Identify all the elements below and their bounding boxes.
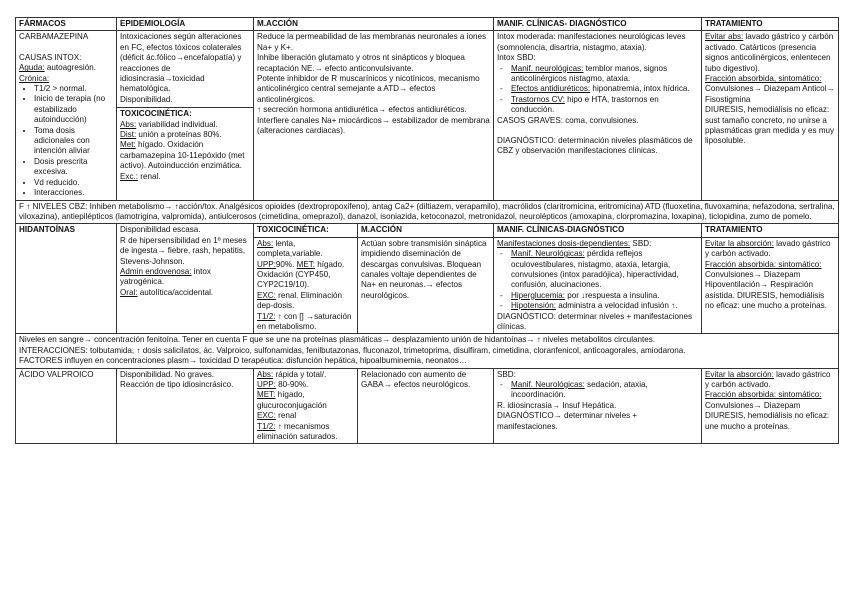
- tox-abs-text: lenta, completa,variable.: [257, 238, 323, 259]
- epi-text: Intoxicaciones según alteraciones en FC, efectos tóxicos colaterales (déficit ác.fólico→encefalopatía) y reacciones de idiosincrasia→toxicidad hematológica.: [120, 32, 242, 94]
- tox-exc-text: renal: [275, 411, 297, 421]
- clin-item-text: sedación, ataxia, incoordinación.: [511, 380, 648, 400]
- tx-fraction-label: Fracción absorbida: sintomático:: [705, 390, 822, 400]
- tx-fraction-label: Fracción absorbida, sintomático:: [705, 74, 822, 84]
- tox-abs-label: Abs:: [257, 238, 274, 248]
- clin-item-text: hipo e HTA, trastornos en conducción.: [511, 94, 659, 115]
- tox-exc-label: Exc.:: [120, 171, 138, 181]
- list-item: [511, 291, 698, 301]
- treatment-cell: [702, 224, 839, 334]
- tox-exc-text: renal. Eliminación dep-dosis.: [257, 290, 343, 311]
- carbamazepine-table: [15, 17, 839, 224]
- tx-avoid-label: Evitar la absorción:: [705, 369, 774, 379]
- carbamazepine-row: [16, 31, 839, 200]
- acute-label: Aguda:: [19, 63, 45, 73]
- treatment-cell: [702, 31, 839, 200]
- tox-abs-label: Abs:: [120, 119, 137, 129]
- epidemiology-cell: Disponibilidad. No graves. Reacción de tipo idiosincrásico.: [117, 368, 254, 444]
- cbz-interactions: F ↑ NIVELES CBZ: Inhiben metabolismo→ ↑acción/tox. Analgésicos opioides (dextropropoxifeno), antag Ca2+ (diltiazem, verapamilo), macrólidos (claritromicina, eritromicina) ATD (fluoxetina, fluvoxamina, nefazodona, sertralina, viloxazina), antiepilépticos (lamotrigina, valpromida), antiulcerosos (cimetidina, omeprazol), danazol, isoniazida, ketoconazol, metronidazol, neurolépticos (amoxapina, clorpromazina, loxapina), ticlopidina, zumo de pomelo.: [16, 200, 839, 224]
- moa-line: Interfiere canales Na+ miocárdicos→ estabilizador de membrana (alteraciones cardiacas).: [257, 115, 490, 136]
- treatment-cell: [702, 368, 839, 444]
- acute-text: autoagresión.: [44, 63, 96, 73]
- moa-line: ↑ secreción hormona antidiurética→ efectos antidiuréticos.: [257, 105, 467, 115]
- header-row: [16, 18, 839, 31]
- epidemiology-cell: [117, 31, 254, 200]
- clin-intro-label: Manifestaciones dosis-dependientes:: [497, 238, 631, 248]
- clin-diagnosis: DIAGNÓSTICO: determinar niveles + manifestaciones clínicas.: [497, 311, 692, 331]
- toxicokinetics-title: TOXICOCINÉTICA:: [254, 224, 357, 237]
- clin-sbd: Intox SBD:: [497, 53, 536, 63]
- treatment-title: TRATAMIENTO: [702, 224, 838, 237]
- moa-text: Actúan sobre transmisión sináptica impidiendo diseminación de descargas convulsivas. Bloquean canales voltaje dependientes de Na+ en neuronas.→ efectos neurológicos.: [361, 238, 487, 300]
- tox-met-label: MET:: [257, 390, 276, 400]
- tox-upp-text: 80-90%.: [275, 380, 309, 389]
- clin-severe: CASOS GRAVES: coma, convulsiones.: [497, 115, 639, 125]
- tox-exc-label: EXC:: [257, 411, 276, 421]
- toxicokinetics-cell: [254, 224, 358, 334]
- clin-sbd: SBD:: [497, 369, 516, 379]
- tox-met-text: hígado. Oxidación (CYP450, CYP2C19/10).: [257, 259, 345, 290]
- epi-iv-label: Admin endovenosa:: [120, 266, 192, 276]
- tox-dist-label: Dist:: [120, 130, 137, 140]
- clin-item-label: Manif. Neurológicas:: [511, 380, 585, 389]
- clin-item-label: Manif. Neurológicas:: [511, 249, 585, 259]
- tox-t12-label: T1/2:: [257, 311, 276, 321]
- clin-list: [497, 249, 698, 311]
- drug-name: HIDANTOÍNAS: [19, 225, 76, 235]
- header-treatment: TRATAMIENTO: [702, 18, 839, 31]
- clin-item-label: Hipotensión:: [511, 301, 556, 311]
- clin-item-text: temblor manos, signos anticolinérgicos nistagmo, ataxia.: [511, 63, 668, 84]
- clinical-cell: [494, 368, 702, 444]
- moa-line: Potente inhibidor de R muscarínicos y nicotínicos, mecanismo anticolinérgico central semejante a ATD→ efectos anticolinérgicos.: [257, 74, 480, 104]
- clinical-title: MANIF. CLÍNICAS-DIAGNÓSTICO: [494, 224, 701, 237]
- clinical-cell: [494, 224, 702, 334]
- tx-fraction-text: Convulsiones→ Diazepam Hipoventilación→ Respiración asistida. DIURESIS, hemodiálisis no eficaz: une mucho a proteínas.: [705, 269, 827, 311]
- tox-exc-text: renal.: [138, 171, 161, 181]
- moa-line: Reduce la permeabilidad de las membranas neuronales a iones Na+ y K+.: [257, 32, 487, 52]
- chronic-list: [19, 84, 113, 198]
- mechanism-cell: Relacionado con aumento de GABA→ efectos neurológicos.: [358, 368, 494, 444]
- clinical-cell: [494, 31, 702, 200]
- chronic-label: Crónica:: [19, 73, 50, 83]
- tx-avoid-text: lavado gástrico y carbón activado. Catárticos (presencia signos anticolinérgicos, enlentecen tubo digestivo).: [705, 32, 834, 73]
- clin-list: [497, 380, 698, 401]
- note-factors: FACTORES influyen en concentraciones plasm→ toxicidad D terapéutica: disfunción hepática, hipoalbuminemia, neonatos…: [19, 356, 467, 366]
- list-item: • T1/2 > normal.: [34, 84, 113, 94]
- clin-intro-text: SBD:: [630, 238, 652, 248]
- tox-t12-label: T1/2:: [257, 421, 276, 431]
- mechanism-cell: [254, 31, 494, 200]
- tox-dist-text: unión a proteínas 80%.: [136, 130, 222, 140]
- epi-availability: Disponibilidad.: [120, 94, 173, 104]
- clin-item-text: por ↓respuesta a insulina.: [564, 290, 660, 300]
- hydantoin-notes: [16, 334, 839, 368]
- clin-item-label: Efectos antidiuréticos:: [511, 84, 591, 94]
- epi-oral-text: autolítica/accidental.: [137, 287, 214, 297]
- list-item: • Inicio de terapia (no estabilizado autoinducción): [34, 94, 113, 125]
- clin-idiosyncrasy: R. idiosincrasia→ Insuf Hepática.: [497, 400, 617, 410]
- tox-t12-text: ↑ con [] →saturación en metabolismo.: [257, 311, 352, 331]
- note-interactions: INTERACCIONES: tolbutamida, ↑ dosis salicilatos, ác. Valproico, sulfonamidas, fenilbutazonas, fluconazol, trimetoprima, disulfiram, cimetidina, cloranfenicol, anticoagorales, amiodarona.: [19, 345, 686, 355]
- toxicokinetics-cell: [254, 368, 358, 444]
- list-item: [511, 64, 698, 85]
- causes-title: CAUSAS INTOX:: [19, 52, 82, 62]
- tox-met-text: hígado. Oxidación carbamazepina 10-11epóxido (met activo). Autoinducción enzimática.: [120, 140, 245, 171]
- list-item: [511, 380, 698, 401]
- drug-name: ÁCIDO VALPROICO: [19, 369, 94, 379]
- drug-cell: [16, 368, 117, 444]
- drug-cell: [16, 31, 117, 200]
- tox-upp-label: UPP:: [257, 259, 276, 269]
- drug-cell: [16, 224, 117, 334]
- list-item: [511, 84, 698, 94]
- clin-item-label: Trastornos CV:: [511, 94, 565, 104]
- mechanism-title: M.ACCIÓN: [358, 224, 493, 237]
- list-item: [511, 301, 698, 311]
- epi-availability: Disponibilidad escasa.: [120, 225, 201, 235]
- clin-diagnosis: DIAGNÓSTICO→ determinar niveles + manifestaciones.: [497, 411, 638, 431]
- cbz-interactions-row: [16, 200, 839, 224]
- header-mechanism: M.ACCIÓN: [254, 18, 494, 31]
- tox-upp-text: 90%.: [275, 259, 297, 269]
- mechanism-cell: [358, 224, 494, 334]
- tox-abs-text: rápida y total/.: [273, 369, 327, 379]
- header-drugs: FÁRMACOS: [16, 18, 117, 31]
- tox-met-label: Met:: [120, 140, 136, 150]
- tox-met-label: MET:: [296, 259, 316, 269]
- epi-oral-label: Oral:: [120, 287, 138, 297]
- toxicokinetics-title: TOXICOCINÉTICA:: [117, 107, 253, 119]
- list-item: • Dosis prescrita excesiva.: [34, 157, 113, 178]
- clin-intro: Intox moderada: manifestaciones neurológicas leves (somnolencia, disartria, nistagmo, ataxia).: [497, 32, 686, 52]
- clin-item-text: pérdida reflejos oculovestibulares, nistagmo, ataxia, letargia, convulsiones (intox paradójica), hiperactividad, confusión, alucinaciones.: [511, 249, 679, 290]
- tx-avoid-text: lavado gástrico y carbón activado.: [705, 369, 831, 389]
- tx-avoid-label: Evitar abs:: [705, 32, 744, 42]
- moa-line: Inhibe liberación glutamato y otros nt sinápticos y bloquea recaptación NE.→ efecto anticonvulsivante.: [257, 53, 465, 73]
- drug-name: CARBAMAZEPINA: [19, 32, 89, 42]
- epi-iv-text: intox yatrogénica.: [120, 266, 211, 287]
- tox-abs-label: Abs:: [257, 369, 274, 379]
- header-epidemiology: EPIDEMIOLOGÍA: [117, 18, 254, 31]
- hydantoin-notes-row: [16, 334, 839, 368]
- clin-item-label: Hiperglucemia:: [511, 290, 565, 300]
- valproic-row: [16, 368, 839, 444]
- valproic-table: [15, 368, 839, 445]
- tox-abs-text: variabilidad individual.: [136, 119, 218, 129]
- list-item: [511, 95, 698, 116]
- note-blood-levels: Niveles en sangre→ concentración fenitoína. Tener en cuenta F que se une na proteínas plasmáticas→ desplazamiento unión de hidantoínas→ ↑ niveles metabolitos circulantes.: [19, 335, 656, 345]
- list-item: • Vd reducido.: [34, 178, 113, 188]
- list-item: • Toma dosis adicionales con intención aliviar: [34, 126, 113, 157]
- tx-fraction-label: Fracción absorbida: sintomático:: [705, 259, 822, 269]
- tox-met-text: hígado, glucuroconjugación: [257, 390, 327, 410]
- tox-t12-text: ↑ mecanismos eliminación saturados.: [257, 421, 338, 442]
- list-item: • Interacciones.: [34, 188, 113, 198]
- clin-item-text: administra a velocidad infusión ↑.: [556, 301, 678, 311]
- tx-diuresis: DIURESIS, hemodiálisis no eficaz: sust tamaño concreto, no unirse a pplasmáticas gran medida y es muy liposoluble.: [705, 105, 835, 146]
- hydantoins-table: [15, 223, 839, 368]
- clin-list: [497, 64, 698, 116]
- clin-item-text: hiponatremia, intox hídrica.: [590, 84, 690, 94]
- clin-diagnosis: DIAGNÓSTICO: determinación niveles plasmáticos de CBZ y observación manifestaciones clínicas.: [497, 136, 693, 156]
- tox-exc-label: EXC:: [257, 290, 276, 300]
- tx-fraction-text: Convulsiones→ Diazepam Anticol→ Fisostigmina: [705, 84, 835, 104]
- tx-avoid-text: lavado gástrico y carbón activado.: [705, 238, 831, 259]
- list-item: [511, 249, 698, 291]
- header-clinical: MANIF. CLÍNICAS- DIAGNÓSTICO: [494, 18, 702, 31]
- tx-avoid-label: Evitar la absorción:: [705, 238, 774, 248]
- tox-upp-label: UPP:: [257, 380, 276, 389]
- epi-risk: R de hipersensibilidad en 1º meses de ingesta→ fiebre, rash, hepatitis, Stevens-Johnson.: [120, 235, 247, 266]
- epidemiology-cell: [117, 224, 254, 334]
- hydantoins-row: [16, 224, 839, 334]
- pharmacology-table-sheet: [15, 17, 838, 444]
- tx-fraction-text: Convulsiones→ Diazepam DIURESIS, hemodiálisis no eficaz: une mucho a proteínas.: [705, 400, 830, 431]
- clin-item-label: Manif. neurológicas:: [511, 63, 584, 73]
